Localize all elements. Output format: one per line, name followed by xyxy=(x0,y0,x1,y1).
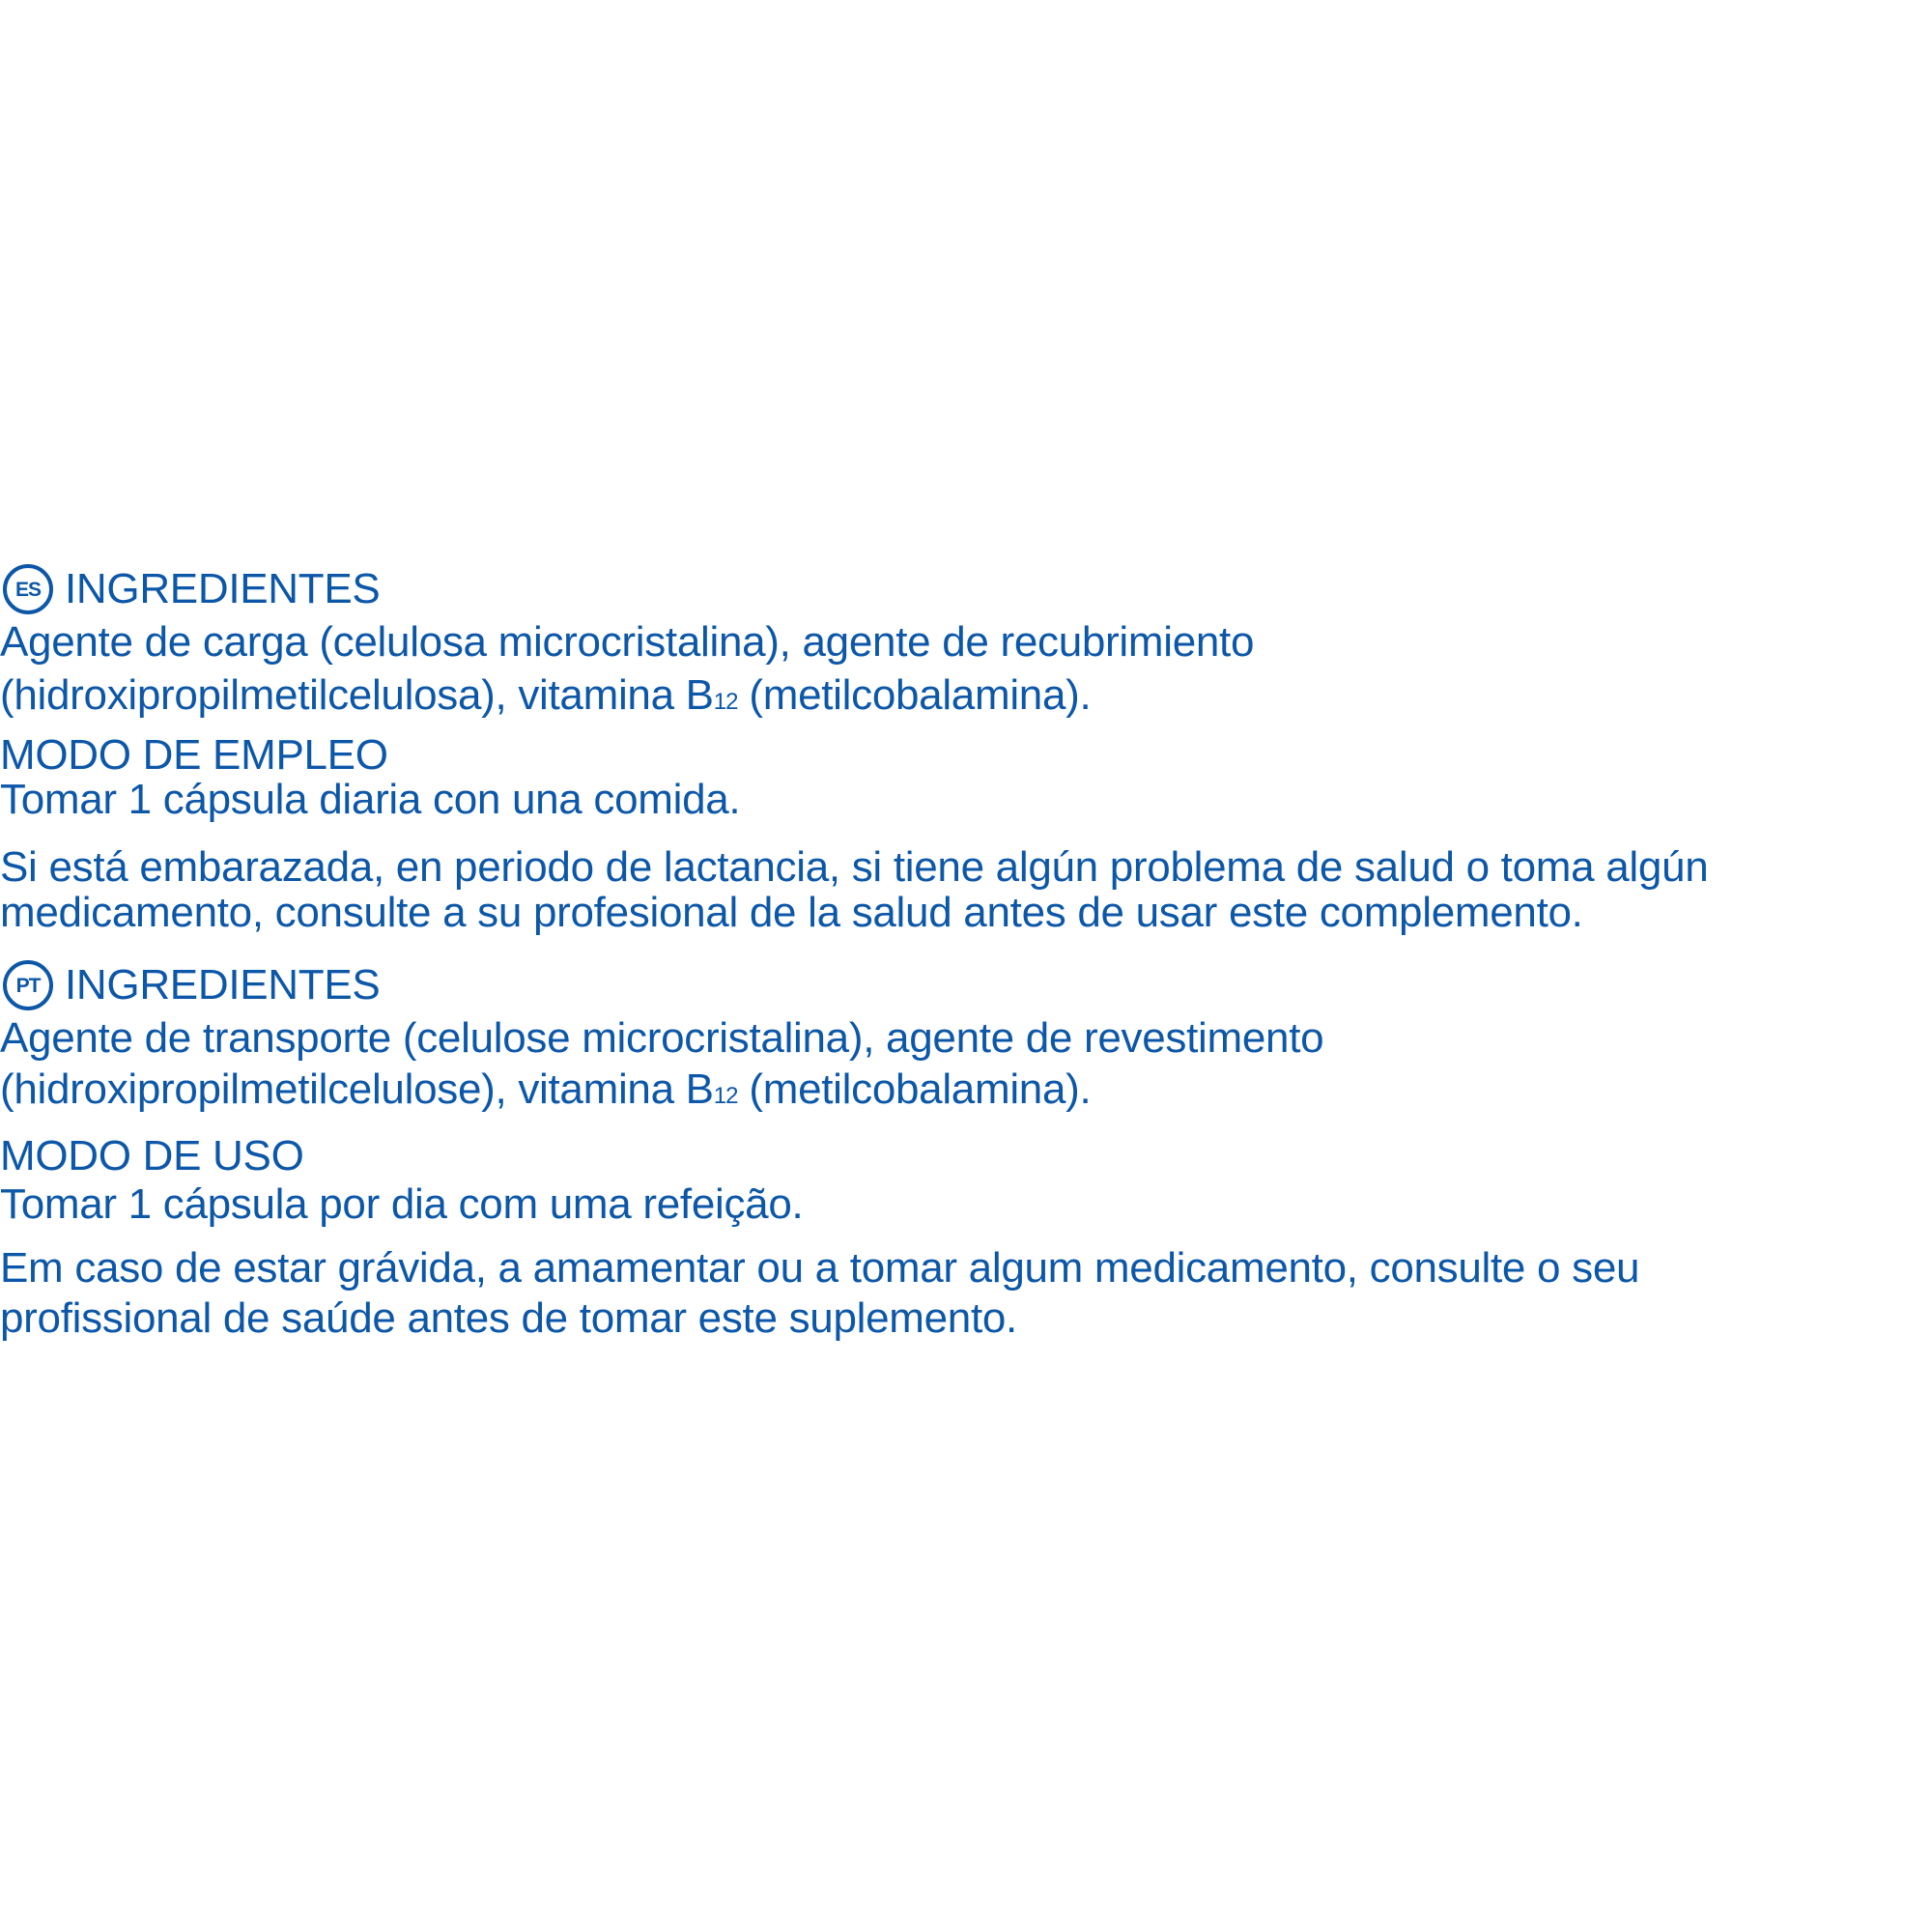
pt-language-badge-icon: PT xyxy=(3,960,53,1010)
es-b12-subscript: 12 xyxy=(713,689,738,715)
es-usage-heading: MODO DE EMPLEO xyxy=(0,731,388,779)
pt-ingredients-line-2-before: (hidroxipropilmetilcelulose), vitamina B xyxy=(0,1065,714,1113)
es-warning-line-2: medicamento, consulte a su profesional de la salud antes de usar este complemento. xyxy=(0,889,1583,936)
es-ingredients-heading-row xyxy=(0,565,381,612)
es-ingredients-line-2 xyxy=(0,671,1092,719)
pt-b12-subscript: 12 xyxy=(713,1083,738,1109)
es-ingredients-line-1: Agente de carga (celulosa microcristalina), agente de recubrimiento xyxy=(0,618,1255,666)
es-ingredients-line-2-before: (hidroxipropilmetilcelulosa), vitamina B xyxy=(0,671,714,719)
pt-usage-heading: MODO DE USO xyxy=(0,1132,304,1179)
es-ingredients-line-2-after: (metilcobalamina). xyxy=(737,671,1092,719)
pt-ingredients-heading-row xyxy=(0,961,381,1009)
pt-ingredients-line-2-after: (metilcobalamina). xyxy=(737,1065,1092,1113)
pt-warning-line-2: profissional de saúde antes de tomar este suplemento. xyxy=(0,1294,1017,1342)
es-warning-line-1: Si está embarazada, en periodo de lactancia, si tiene algún problema de salud o toma algún xyxy=(0,843,1709,891)
pt-ingredients-line-1: Agente de transporte (celulose microcristalina), agente de revestimento xyxy=(0,1014,1324,1062)
pt-ingredients-heading: INGREDIENTES xyxy=(65,961,381,1009)
pt-warning-line-1: Em caso de estar grávida, a amamentar ou a tomar algum medicamento, consulte o seu xyxy=(0,1244,1640,1292)
pt-ingredients-line-2 xyxy=(0,1065,1092,1113)
pt-usage-text: Tomar 1 cápsula por dia com uma refeição. xyxy=(0,1180,804,1228)
es-usage-text: Tomar 1 cápsula diaria con una comida. xyxy=(0,776,741,823)
es-language-badge-icon: ES xyxy=(3,564,53,614)
es-ingredients-heading: INGREDIENTES xyxy=(65,565,381,612)
